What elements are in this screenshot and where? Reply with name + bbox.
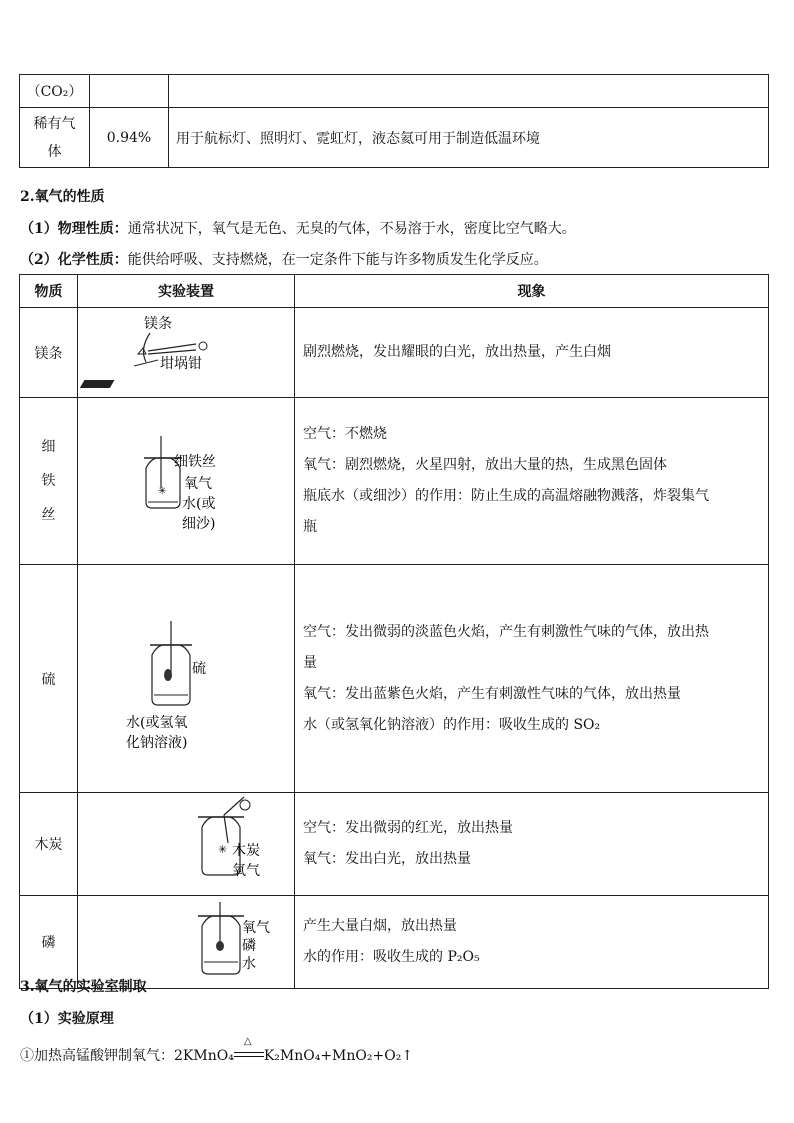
sulfur-apparatus-diagram xyxy=(78,565,294,788)
iron-char-2: 铁 xyxy=(41,473,56,489)
phenomenon-charcoal xyxy=(295,793,769,896)
phen-c-line2: 氧气：发出白光，放出热量 xyxy=(303,851,471,867)
substance-phosphorus: 磷 xyxy=(20,896,78,989)
label-iron-wire: 细铁丝 xyxy=(174,454,216,470)
composition-table-tail xyxy=(19,74,769,168)
chemical-label: （2）化学性质： xyxy=(20,252,128,268)
glow-icon: ✳ xyxy=(218,843,228,856)
flame-icon xyxy=(138,348,146,354)
iron-char-3: 丝 xyxy=(41,507,56,523)
label-charcoal-oxygen: 氧气 xyxy=(232,863,260,879)
tongs-arm-1 xyxy=(148,344,196,351)
cell-empty-2 xyxy=(169,75,769,108)
apparatus-charcoal xyxy=(78,793,295,896)
tongs-handle xyxy=(224,797,244,815)
header-apparatus: 实验装置 xyxy=(78,275,295,308)
substance-charcoal: 木炭 xyxy=(20,793,78,896)
cell-rare-gas-line1: 稀有气 xyxy=(33,115,76,132)
tongs-loop-icon xyxy=(240,800,250,810)
tongs-hinge-icon xyxy=(199,342,207,350)
header-substance: 物质 xyxy=(20,275,78,308)
label-tongs: 坩埚钳 xyxy=(160,356,202,372)
phenomenon-phosphorus xyxy=(295,896,769,989)
flame-icon xyxy=(164,669,172,681)
equation-label: ①加热高锰酸钾制氧气： xyxy=(20,1048,174,1064)
label-phosphorus: 磷 xyxy=(242,938,256,954)
apparatus-sulfur xyxy=(78,565,295,793)
table-row xyxy=(20,896,769,989)
chemical-properties xyxy=(20,249,548,269)
tongs-rod xyxy=(224,815,228,843)
phen-s-line3: 氧气：发出蓝紫色火焰，产生有刺激性气味的气体，放出热量 xyxy=(303,685,681,702)
phosphorus-apparatus-diagram xyxy=(78,896,294,984)
phen-mg-line1: 剧烈燃烧，发出耀眼的白光，放出热量，产生白烟 xyxy=(303,344,611,360)
reaction-condition xyxy=(234,1036,264,1063)
cell-rare-gas-line2: 体 xyxy=(47,143,62,160)
label-sulfur-naoh: 化钠溶液) xyxy=(126,735,188,751)
apparatus-magnesium xyxy=(78,308,295,398)
label-iron-sand: 细沙) xyxy=(182,516,216,532)
kmno4-equation xyxy=(20,1036,414,1065)
physical-text: 通常状况下，氧气是无色、无臭的气体，不易溶于水，密度比空气略大。 xyxy=(127,221,576,237)
phen-s-line1: 空气：发出微弱的淡蓝色火焰，产生有刺激性气味的气体，放出热 xyxy=(303,623,709,640)
cell-uses: 用于航标灯、照明灯、霓虹灯，液态氦可用于制造低温环境 xyxy=(169,108,769,168)
phen-p-line1: 产生大量白烟，放出热量 xyxy=(303,918,457,934)
heat-icon: △ xyxy=(243,1036,252,1047)
substance-sulfur: 硫 xyxy=(20,565,78,793)
label-iron-oxygen: 氧气 xyxy=(184,476,212,492)
equation-products: K₂MnO₄+MnO₂+O₂↑ xyxy=(263,1048,414,1064)
physical-label: （1）物理性质： xyxy=(20,221,128,237)
label-mg-strip: 镁条 xyxy=(144,316,172,332)
phen-c-line1: 空气：发出微弱的红光，放出热量 xyxy=(303,820,513,836)
cell-rare-gas xyxy=(20,108,90,168)
table-row xyxy=(20,308,769,398)
label-sulfur-water: 水(或氢氧 xyxy=(126,715,188,731)
label-charcoal: 木炭 xyxy=(232,843,260,859)
phen-iron-line3: 瓶底水（或细沙）的作用：防止生成的高温熔融物溅落，炸裂集气 xyxy=(303,488,709,504)
header-phenomenon: 现象 xyxy=(295,275,769,308)
phen-s-line2: 量 xyxy=(303,654,317,671)
phen-iron-line2: 氧气：剧烈燃烧，火星四射，放出大量的热，生成黑色固体 xyxy=(303,457,667,473)
apparatus-phosphorus xyxy=(78,896,295,989)
cell-co2: （CO₂） xyxy=(20,75,90,108)
iron-char-1: 细 xyxy=(41,439,56,455)
iron-apparatus-diagram xyxy=(78,398,294,560)
apparatus-iron xyxy=(78,398,295,565)
phen-p-line2: 水的作用：吸收生成的 P₂O₅ xyxy=(303,949,480,965)
table-row xyxy=(20,793,769,896)
flame-icon xyxy=(216,941,224,951)
equation-reactant: 2KMnO₄ xyxy=(174,1048,234,1064)
phen-iron-line4: 瓶 xyxy=(303,519,317,535)
asbestos-mesh xyxy=(80,380,115,388)
cell-empty-1 xyxy=(90,75,169,108)
charcoal-apparatus-diagram xyxy=(78,793,294,891)
phen-s-line4: 水（或氢氧化钠溶液）的作用：吸收生成的 SO₂ xyxy=(303,716,601,733)
principle-heading: （1）实验原理 xyxy=(20,1011,114,1027)
tongs-arm-2 xyxy=(148,350,196,354)
chemical-text: 能供给呼吸、支持燃烧，在一定条件下能与许多物质发生化学反应。 xyxy=(127,252,548,268)
label-sulfur: 硫 xyxy=(192,661,206,677)
oxygen-reactions-table xyxy=(19,274,769,989)
substance-magnesium: 镁条 xyxy=(20,308,78,398)
cell-percentage: 0.94% xyxy=(90,108,169,168)
section-2-heading: 2.氧气的性质 xyxy=(20,189,105,205)
mg-strip-line xyxy=(143,333,150,362)
physical-properties xyxy=(20,218,576,238)
label-iron-water: 水(或 xyxy=(182,496,216,512)
phenomenon-magnesium xyxy=(295,308,769,398)
section-3-heading: 3.氧气的实验室制取 xyxy=(20,979,147,995)
spark-icon: ✳ xyxy=(158,486,167,497)
label-p-oxygen: 氧气 xyxy=(242,920,270,936)
table-row xyxy=(20,565,769,793)
table-row xyxy=(20,398,769,565)
phen-iron-line1: 空气：不燃烧 xyxy=(303,426,387,442)
phenomenon-iron xyxy=(295,398,769,565)
substance-iron-wire xyxy=(20,398,78,565)
magnesium-apparatus-diagram xyxy=(78,308,294,393)
label-p-water: 水 xyxy=(242,956,256,972)
phenomenon-sulfur xyxy=(295,565,769,793)
